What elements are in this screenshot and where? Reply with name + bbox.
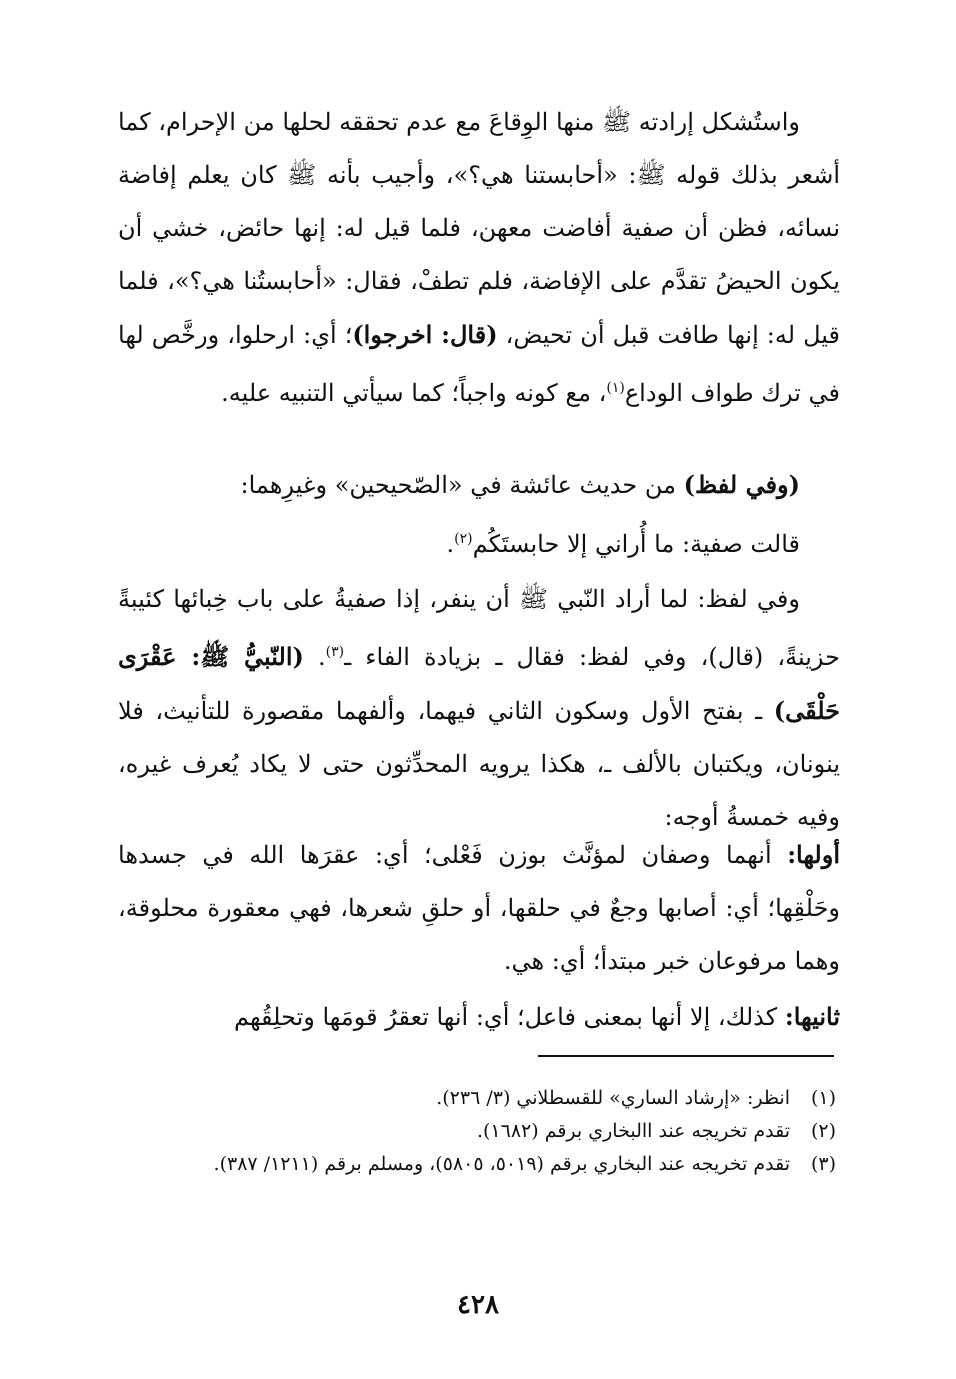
footnote-ref-2: (٢) bbox=[454, 531, 473, 547]
paragraph-2-text: من حديث عائشة في «الصّحيحين» وغيرِهما: bbox=[240, 471, 684, 499]
paragraph-5-bold: أولها: bbox=[787, 840, 840, 869]
paragraph-4 bbox=[118, 573, 840, 844]
paragraph-5 bbox=[118, 828, 840, 988]
paragraph-6 bbox=[118, 990, 840, 1044]
paragraph-4-text-2: ـ بفتح الأول وسكون الثاني فيهما، وألفهما مقصورة للتأنيث، فلا ينونان، ويكتبان بالألف ـ، هكذا يرويه المحدِّثون حتى لا يكاد يُعرف غيره، وفيه خمسةُ أوجه: bbox=[118, 697, 840, 831]
footnote-text: تقدم تخريجه عند البخاري برقم (٥٠١٩، ٥٨٠٥)، ومسلم برقم (١٢١١/ ٣٨٧). bbox=[213, 1153, 790, 1175]
footnote-3 bbox=[118, 1148, 836, 1181]
paragraph-1 bbox=[118, 96, 840, 420]
page-number: ٤٢٨ bbox=[457, 1290, 499, 1320]
footnote-text: انظر: «إرشاد الساري» للقسطلاني (٣/ ٢٣٦). bbox=[436, 1087, 790, 1109]
paragraph-3 bbox=[118, 513, 840, 571]
footnote-ref-1: (١) bbox=[606, 380, 625, 396]
paragraph-1-bold: (قال: اخرجوا) bbox=[352, 320, 498, 349]
paragraph-6-bold: ثانيها: bbox=[784, 1002, 840, 1031]
footnote-separator bbox=[538, 1055, 834, 1057]
footnote-number: (٣) bbox=[810, 1153, 836, 1175]
paragraph-4-text: وفي لفظ: لما أراد النّبي ﷺ أن ينفر، إذا صفيةُ على باب خِبائها كئيبةً حزينةً، (قال)، وفي لفظ: فقال ـ بزيادة الفاء ـ bbox=[118, 585, 841, 671]
footnote-number: (٢) bbox=[810, 1120, 836, 1142]
paragraph-2 bbox=[118, 458, 840, 512]
paragraph-3-text-2: . bbox=[446, 530, 455, 558]
paragraph-5-text: أنهما وصفان لمؤنَّث بوزن فَعْلى؛ أي: عقرَها الله في جسدها وحَلْقِها؛ أي: أصابها وجعٌ في حلقها، أو حلقِ شعرها، فهي معقورة محلوقة، وهما مرفوعان خبر مبتدأ؛ أي: هي. bbox=[118, 841, 840, 975]
paragraph-2-bold: (وفي لفظ) bbox=[683, 470, 800, 499]
footnote-2 bbox=[118, 1115, 836, 1148]
footnote-number: (١) bbox=[810, 1087, 836, 1109]
footnotes bbox=[118, 1082, 836, 1181]
paragraph-4-bold: (النّبيُّ ﷺ: عَقْرَى حَلْقَى) bbox=[118, 642, 840, 725]
paragraph-4-text-mid: . bbox=[303, 643, 326, 671]
paragraph-1-text-2: ؛ أي: ارحلوا، ورخَّص لها في ترك طواف الوداع bbox=[118, 321, 840, 407]
paragraph-6-text: كذلك، إلا أنها بمعنى فاعل؛ أي: أنها تعقرُ قومَها وتحلِقُهم bbox=[233, 1003, 785, 1031]
footnote-ref-3: (٣) bbox=[325, 644, 345, 660]
footnote-text: تقدم تخريجه عند االبخاري برقم (١٦٨٢). bbox=[476, 1120, 790, 1142]
paragraph-1-text-3: ، مع كونه واجباً؛ كما سيأتي التنبيه عليه. bbox=[221, 379, 607, 407]
paragraph-1-text: واستُشكل إرادته ﷺ منها الوِقاعَ مع عدم تحققه لحلها من الإحرام، كما أشعر بذلك قوله ﷺ: «أحابستنا هي؟»، وأجيب بأنه ﷺ كان يعلم إفاضة نسائه، فظن أن صفية أفاضت معهن، فلما قيل له: إنها حائض، خشي أن يكون الحيضُ تقدَّم على الإفاضة، فلم تطفْ، فقال: «أحابستُنا هي؟»، فلما قيل له: إنها طافت قبل أن تحيض، bbox=[118, 108, 840, 349]
footnote-1 bbox=[118, 1082, 836, 1115]
paragraph-3-text: قالت صفية: ما أُراني إلا حابستَكُم bbox=[472, 530, 800, 558]
